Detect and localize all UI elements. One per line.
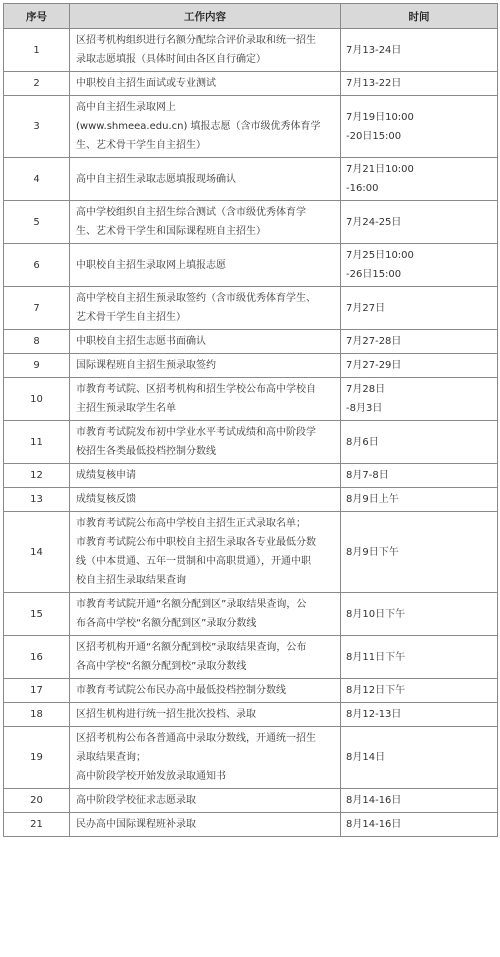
row-content	[70, 354, 341, 378]
header-row	[4, 4, 498, 29]
time-line: 7月24-25日	[346, 216, 402, 228]
time-line: 8月9日上午	[346, 494, 399, 505]
content-line: 生、艺术骨干学生和国际课程班自主招生）	[76, 226, 266, 237]
row-time	[341, 636, 498, 679]
row-time	[341, 421, 498, 464]
content-line: 市教育考试院公布高中学校自主招生正式录取名单；	[76, 518, 306, 529]
table-row	[4, 378, 498, 421]
content-line: 区招考机构开通“名额分配到校”录取结果查询，公布	[76, 642, 307, 653]
row-number: 15	[4, 593, 70, 636]
time-line: 7月27-29日	[346, 360, 402, 371]
time-line: 8月10日下午	[346, 608, 406, 620]
table-row	[4, 72, 498, 96]
row-content	[70, 727, 341, 789]
table-row	[4, 679, 498, 703]
row-time	[341, 789, 498, 813]
content-line: 线（中本贯通、五年一贯制和中高职贯通），开通中职	[76, 556, 311, 567]
row-number: 13	[4, 488, 70, 512]
row-content	[70, 244, 341, 287]
content-line: 中职校自主招生志愿书面确认	[76, 336, 206, 347]
time-line: -20日15:00	[346, 130, 402, 142]
row-time	[341, 703, 498, 727]
content-line: 高中学校组织自主招生综合测试（含市级优秀体育学	[76, 207, 306, 218]
time-line: 8月12-13日	[346, 709, 402, 720]
row-number: 9	[4, 354, 70, 378]
content-line: 区招考机构公布各普通高中录取分数线，开通统一招生	[76, 733, 316, 744]
row-content	[70, 789, 341, 813]
table-row	[4, 354, 498, 378]
time-line: 8月7-8日	[346, 470, 389, 481]
table-row	[4, 703, 498, 727]
header-time: 时间	[341, 4, 498, 29]
time-line: 7月27日	[346, 302, 386, 314]
table-row	[4, 29, 498, 72]
row-number: 5	[4, 201, 70, 244]
content-line: 高中学校自主招生预录取签约（含市级优秀体育学生、	[76, 293, 316, 304]
time-line: 8月14日	[346, 752, 386, 763]
content-line: 高中阶段学校征求志愿录取	[76, 795, 196, 806]
content-line: 高中自主招生录取志愿填报现场确认	[76, 173, 236, 185]
row-time	[341, 813, 498, 837]
content-line: 校招生各类最低投档控制分数线	[76, 446, 216, 457]
time-line: 7月13-24日	[346, 44, 402, 56]
row-time	[341, 330, 498, 354]
table-row	[4, 287, 498, 330]
time-line: 8月9日下午	[346, 546, 399, 558]
content-line: 成绩复核申请	[76, 470, 136, 481]
row-time	[341, 244, 498, 287]
content-line: 中职校自主招生录取网上填报志愿	[76, 259, 226, 271]
table-row	[4, 636, 498, 679]
row-number: 7	[4, 287, 70, 330]
row-content	[70, 636, 341, 679]
content-line: 生、艺术骨干学生自主招生）	[76, 140, 206, 151]
row-number: 11	[4, 421, 70, 464]
time-line: 7月25日10:00	[346, 250, 414, 261]
time-line: 8月14-16日	[346, 795, 402, 806]
table-row	[4, 512, 498, 593]
content-line: 校自主招生录取结果查询	[76, 575, 186, 586]
table-row	[4, 727, 498, 789]
row-content	[70, 813, 341, 837]
table-row	[4, 158, 498, 201]
row-content	[70, 488, 341, 512]
row-time	[341, 488, 498, 512]
row-time	[341, 72, 498, 96]
row-number: 12	[4, 464, 70, 488]
row-content	[70, 72, 341, 96]
content-line: 录取结果查询；	[76, 752, 146, 763]
table-row	[4, 421, 498, 464]
table-body	[4, 29, 498, 837]
content-line: 中职校自主招生面试或专业测试	[76, 78, 216, 89]
row-number: 1	[4, 29, 70, 72]
row-time	[341, 378, 498, 421]
row-content	[70, 421, 341, 464]
row-content	[70, 593, 341, 636]
row-time	[341, 96, 498, 158]
content-line: 艺术骨干学生自主招生）	[76, 312, 186, 323]
row-content	[70, 158, 341, 201]
row-content	[70, 703, 341, 727]
content-line: 录取志愿填报（具体时间由各区自行确定）	[76, 54, 266, 65]
content-line: 市教育考试院发布初中学业水平考试成绩和高中阶段学	[76, 427, 316, 438]
row-number: 10	[4, 378, 70, 421]
content-line: 布各高中学校“名额分配到区”录取分数线	[76, 618, 257, 629]
row-number: 16	[4, 636, 70, 679]
row-number: 18	[4, 703, 70, 727]
content-line: 高中自主招生录取网上	[76, 102, 176, 113]
row-content	[70, 287, 341, 330]
time-line: 8月12日下午	[346, 685, 406, 696]
table-row	[4, 464, 498, 488]
row-time	[341, 512, 498, 593]
schedule-table	[3, 3, 498, 837]
row-time	[341, 464, 498, 488]
time-line: 7月19日10:00	[346, 111, 414, 123]
row-number: 8	[4, 330, 70, 354]
table-row	[4, 813, 498, 837]
row-content	[70, 330, 341, 354]
table-row	[4, 201, 498, 244]
time-line: 7月27-28日	[346, 336, 402, 347]
table-row	[4, 330, 498, 354]
row-number: 3	[4, 96, 70, 158]
row-content	[70, 512, 341, 593]
row-number: 21	[4, 813, 70, 837]
row-number: 20	[4, 789, 70, 813]
time-line: 7月28日	[346, 384, 386, 395]
row-content	[70, 679, 341, 703]
row-time	[341, 354, 498, 378]
row-time	[341, 158, 498, 201]
table-row	[4, 789, 498, 813]
content-line: 主招生预录取学生名单	[76, 403, 176, 414]
row-content	[70, 464, 341, 488]
table-header	[4, 4, 498, 29]
time-line: 7月13-22日	[346, 78, 402, 89]
content-line: 市教育考试院开通“名额分配到区”录取结果查询，公	[76, 599, 307, 610]
content-line: 高中阶段学校开始发放录取通知书	[76, 771, 226, 782]
table-row	[4, 593, 498, 636]
content-line: 区招考机构组织进行名额分配综合评价录取和统一招生	[76, 35, 316, 46]
content-line: 民办高中国际课程班补录取	[76, 819, 196, 830]
content-line: 国际课程班自主招生预录取签约	[76, 360, 216, 371]
time-line: 8月6日	[346, 436, 379, 448]
row-number: 4	[4, 158, 70, 201]
table-row	[4, 96, 498, 158]
header-no: 序号	[4, 4, 70, 29]
table-row	[4, 488, 498, 512]
content-line: 市教育考试院公布民办高中最低投档控制分数线	[76, 685, 286, 696]
row-content	[70, 96, 341, 158]
row-content	[70, 201, 341, 244]
row-time	[341, 727, 498, 789]
row-time	[341, 679, 498, 703]
row-number: 14	[4, 512, 70, 593]
time-line: -16:00	[346, 183, 379, 194]
row-time	[341, 29, 498, 72]
content-line: (www.shmeea.edu.cn) 填报志愿（含市级优秀体育学	[76, 121, 321, 132]
row-time	[341, 287, 498, 330]
row-time	[341, 593, 498, 636]
row-content	[70, 378, 341, 421]
row-content	[70, 29, 341, 72]
time-line: -8月3日	[346, 403, 383, 414]
table-row	[4, 244, 498, 287]
row-number: 19	[4, 727, 70, 789]
row-time	[341, 201, 498, 244]
row-number: 6	[4, 244, 70, 287]
time-line: 8月14-16日	[346, 819, 402, 830]
row-number: 17	[4, 679, 70, 703]
content-line: 市教育考试院公布中职校自主招生录取各专业最低分数	[76, 537, 316, 548]
time-line: 8月11日下午	[346, 651, 406, 663]
time-line: 7月21日10:00	[346, 164, 414, 175]
content-line: 各高中学校“名额分配到校”录取分数线	[76, 661, 247, 672]
content-line: 区招生机构进行统一招生批次投档、录取	[76, 709, 256, 720]
content-line: 市教育考试院、区招考机构和招生学校公布高中学校自	[76, 384, 316, 395]
header-content: 工作内容	[70, 4, 341, 29]
row-number: 2	[4, 72, 70, 96]
content-line: 成绩复核反馈	[76, 494, 136, 505]
time-line: -26日15:00	[346, 269, 402, 280]
